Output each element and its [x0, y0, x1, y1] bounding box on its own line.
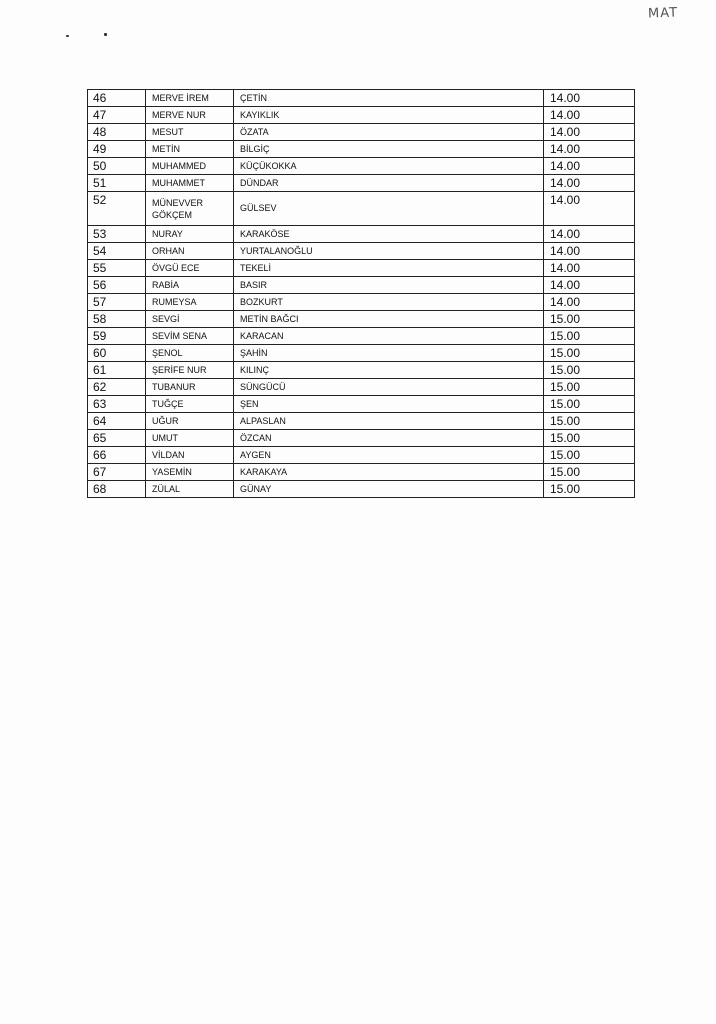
first-name: ZÜLAL [146, 481, 234, 498]
exam-time: 15.00 [544, 447, 635, 464]
row-number: 52 [88, 192, 146, 226]
table-row [88, 294, 635, 311]
table-row [88, 430, 635, 447]
row-number: 66 [88, 447, 146, 464]
table-row [88, 175, 635, 192]
first-name: UMUT [146, 430, 234, 447]
exam-time: 15.00 [544, 345, 635, 362]
table-row [88, 192, 635, 226]
last-name: KÜÇÜKOKKA [234, 158, 544, 175]
first-name: YASEMİN [146, 464, 234, 481]
first-name: TUBANUR [146, 379, 234, 396]
table-row [88, 328, 635, 345]
last-name: YURTALANOĞLU [234, 243, 544, 260]
table-row [88, 311, 635, 328]
exam-time: 15.00 [544, 430, 635, 447]
first-name: ŞERİFE NUR [146, 362, 234, 379]
first-name: SEVİM SENA [146, 328, 234, 345]
exam-time: 15.00 [544, 481, 635, 498]
last-name: ÇETİN [234, 90, 544, 107]
row-number: 46 [88, 90, 146, 107]
exam-time: 14.00 [544, 175, 635, 192]
table-row [88, 226, 635, 243]
last-name: KILINÇ [234, 362, 544, 379]
last-name: KAYIKLIK [234, 107, 544, 124]
last-name: KARAKAYA [234, 464, 544, 481]
first-name: ORHAN [146, 243, 234, 260]
exam-time: 15.00 [544, 379, 635, 396]
roster-table [87, 89, 635, 498]
table-row [88, 362, 635, 379]
exam-time: 14.00 [544, 141, 635, 158]
last-name: AYGEN [234, 447, 544, 464]
row-number: 64 [88, 413, 146, 430]
roster-table-body [88, 90, 635, 498]
exam-time: 15.00 [544, 328, 635, 345]
exam-time: 14.00 [544, 158, 635, 175]
row-number: 62 [88, 379, 146, 396]
first-name: MESUT [146, 124, 234, 141]
exam-time: 14.00 [544, 260, 635, 277]
exam-time: 15.00 [544, 311, 635, 328]
table-row [88, 260, 635, 277]
scan-speck [104, 33, 107, 36]
last-name: KARAKÖSE [234, 226, 544, 243]
row-number: 49 [88, 141, 146, 158]
first-name: ÖVGÜ ECE [146, 260, 234, 277]
last-name: KARACAN [234, 328, 544, 345]
first-name: RUMEYSA [146, 294, 234, 311]
table-row [88, 124, 635, 141]
row-number: 59 [88, 328, 146, 345]
exam-time: 14.00 [544, 124, 635, 141]
last-name: BASIR [234, 277, 544, 294]
table-row [88, 141, 635, 158]
row-number: 67 [88, 464, 146, 481]
row-number: 65 [88, 430, 146, 447]
row-number: 68 [88, 481, 146, 498]
last-name: TEKELİ [234, 260, 544, 277]
first-name: METİN [146, 141, 234, 158]
last-name: ŞAHİN [234, 345, 544, 362]
exam-time: 14.00 [544, 294, 635, 311]
first-name: VİLDAN [146, 447, 234, 464]
exam-time: 14.00 [544, 90, 635, 107]
first-name: MUHAMMET [146, 175, 234, 192]
first-name: MUHAMMED [146, 158, 234, 175]
row-number: 61 [88, 362, 146, 379]
last-name: BOZKURT [234, 294, 544, 311]
last-name: DÜNDAR [234, 175, 544, 192]
first-name: MERVE NUR [146, 107, 234, 124]
exam-time: 14.00 [544, 192, 635, 226]
exam-time: 15.00 [544, 362, 635, 379]
table-row [88, 396, 635, 413]
first-name: TUĞÇE [146, 396, 234, 413]
table-row [88, 90, 635, 107]
exam-time: 14.00 [544, 277, 635, 294]
row-number: 54 [88, 243, 146, 260]
exam-time: 14.00 [544, 107, 635, 124]
first-name: UĞUR [146, 413, 234, 430]
row-number: 56 [88, 277, 146, 294]
handwritten-note: MAT [647, 5, 679, 22]
last-name: ALPASLAN [234, 413, 544, 430]
table-row [88, 345, 635, 362]
row-number: 51 [88, 175, 146, 192]
table-row [88, 277, 635, 294]
last-name: SÜNGÜCÜ [234, 379, 544, 396]
last-name: GÜNAY [234, 481, 544, 498]
exam-time: 15.00 [544, 396, 635, 413]
row-number: 58 [88, 311, 146, 328]
first-name: ŞENOL [146, 345, 234, 362]
row-number: 53 [88, 226, 146, 243]
last-name: ŞEN [234, 396, 544, 413]
last-name: BİLGİÇ [234, 141, 544, 158]
row-number: 55 [88, 260, 146, 277]
row-number: 63 [88, 396, 146, 413]
first-name: RABİA [146, 277, 234, 294]
table-row [88, 243, 635, 260]
table-row [88, 413, 635, 430]
table-row [88, 464, 635, 481]
table-row [88, 379, 635, 396]
table-row [88, 447, 635, 464]
first-name: SEVGİ [146, 311, 234, 328]
row-number: 48 [88, 124, 146, 141]
exam-time: 14.00 [544, 243, 635, 260]
table-row [88, 481, 635, 498]
first-name: MERVE İREM [146, 90, 234, 107]
row-number: 57 [88, 294, 146, 311]
first-name: MÜNEVVER GÖKÇEM [146, 192, 234, 226]
last-name: ÖZATA [234, 124, 544, 141]
exam-time: 14.00 [544, 226, 635, 243]
last-name: METİN BAĞCI [234, 311, 544, 328]
scan-speck [66, 35, 69, 37]
first-name: NURAY [146, 226, 234, 243]
row-number: 60 [88, 345, 146, 362]
row-number: 47 [88, 107, 146, 124]
exam-time: 15.00 [544, 413, 635, 430]
exam-time: 15.00 [544, 464, 635, 481]
table-row [88, 107, 635, 124]
last-name: GÜLSEV [234, 192, 544, 226]
row-number: 50 [88, 158, 146, 175]
table-row [88, 158, 635, 175]
last-name: ÖZCAN [234, 430, 544, 447]
